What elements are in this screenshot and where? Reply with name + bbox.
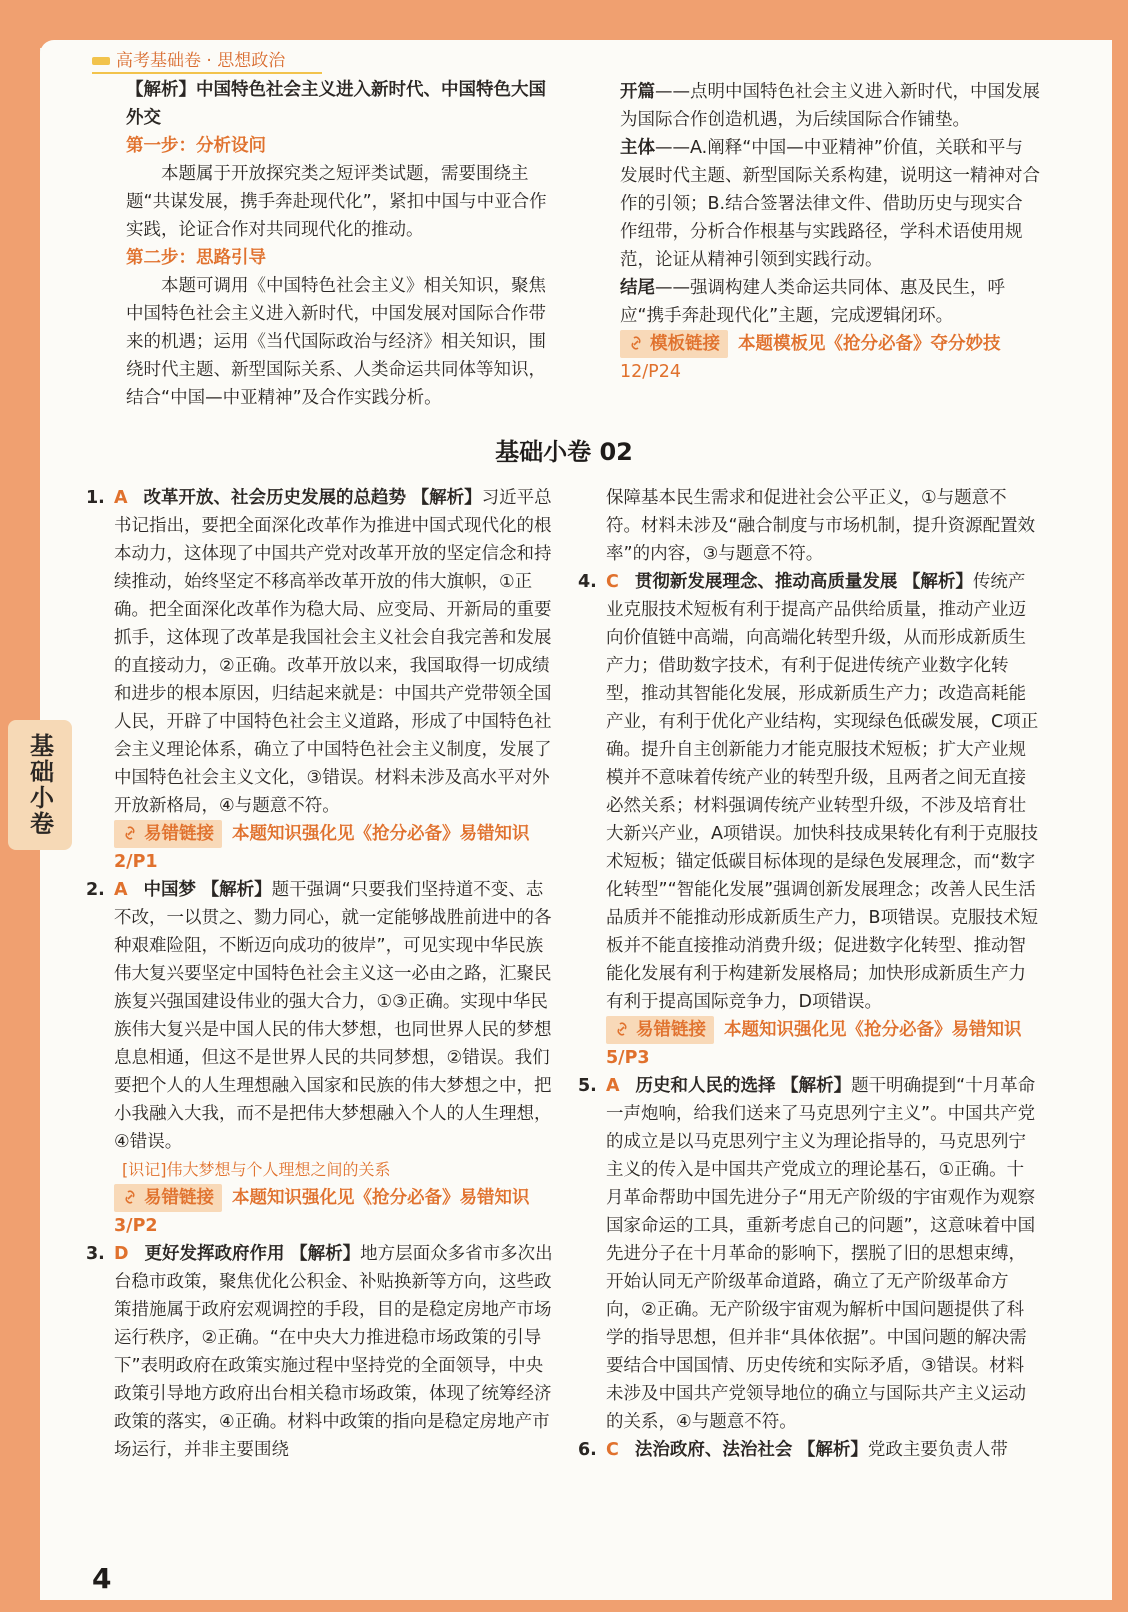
body-label: 主体 bbox=[620, 138, 655, 158]
opening-label: 开篇 bbox=[620, 82, 655, 102]
error-link-label: 易错链接 bbox=[144, 1188, 214, 1208]
memorize-note: [识记]伟大梦想与个人理想之间的关系 bbox=[122, 1160, 391, 1179]
question-analysis: 传统产业克服技术短板有利于提高产品供给质量，推动产业迈向价值链中高端，向高端化转型升级，从而形成新质生产力；借助数字技术，有利于促进传统产业数字化转型，推动其智能化发展，形成新质生产力；改造高耗能产业，有利于优化产业结构，实现绿色低碳发展，C项正确。提升自主创新能力才能克服技术短板；扩大产业规模并不意味着传统产业的转型升级，且两者之间无直接必然关系；材料强调传统产业转型升级，不涉及培育壮大新兴产业，A项错误。加快科技成果转化有利于克服技术短板；锚定低碳目标体现的是绿色发展理念，而“数字化转型”“智能化发展”强调创新发展理念；改善人民生活品质并不能推动形成新质生产力，B项错误。克服技术短板并不能直接推动消费升级；促进数字化转型、推动智能化发展有利于构建新发展格局；加快形成新质生产力有利于提高国际竞争力，D项错误。 bbox=[606, 572, 1039, 1012]
template-link-text: 本题模板见《抢分必备》夺分妙技 bbox=[738, 334, 1001, 354]
answer-letter: D bbox=[114, 1244, 129, 1264]
step-one-text: 本题属于开放探究类之短评类试题，需要围绕主题“共谋发展，携手奔赴现代化”，紧扣中国与中亚合作实践，论证合作对共同现代化的推动。 bbox=[126, 164, 547, 240]
error-link-label: 易错链接 bbox=[636, 1020, 706, 1040]
body-paragraph bbox=[620, 134, 1040, 274]
question-number: 6. bbox=[578, 1440, 597, 1460]
question-number: 5. bbox=[578, 1076, 597, 1096]
question-number: 2. bbox=[86, 880, 105, 900]
template-link-tag bbox=[620, 330, 728, 358]
error-link bbox=[578, 1016, 1040, 1072]
step-two-title: 第二步：思路引导 bbox=[126, 248, 266, 268]
page-number: 4 bbox=[92, 1562, 112, 1595]
opening-paragraph bbox=[620, 78, 1040, 134]
opening-text: ——点明中国特色社会主义进入新时代，中国发展为国际合作创造机遇，为后续国际合作铺垫。 bbox=[620, 82, 1040, 130]
question-4 bbox=[578, 568, 1040, 1016]
answer-letter: C bbox=[606, 1440, 619, 1460]
analysis-tag: 【解析】 bbox=[797, 1440, 868, 1460]
side-tab bbox=[8, 720, 72, 850]
step-two-text: 本题可调用《中国特色社会主义》相关知识，聚焦中国特色社会主义进入新时代，中国发展对国际合作带来的机遇；运用《当代国际政治与经济》相关知识，围绕时代主题、新型国际关系、人类命运共同体等知识，结合“中国—中亚精神”及合作实践分析。 bbox=[126, 276, 546, 408]
answer-letter: A bbox=[606, 1076, 620, 1096]
analysis-tag: 【解析】 bbox=[781, 1076, 852, 1096]
question-number: 3. bbox=[86, 1244, 105, 1264]
top-right-structure bbox=[620, 78, 1040, 386]
page-border-right bbox=[1112, 0, 1128, 1612]
question-analysis: 党政主要负责人带 bbox=[867, 1440, 1008, 1460]
section-title: 基础小卷 02 bbox=[495, 438, 633, 466]
question-analysis: 习近平总书记指出，要把全面深化改革作为推进中国式现代化的根本动力，这体现了中国共产党对改革开放的坚定信念和持续推动，始终坚定不移高举改革开放的伟大旗帜，①正确。把全面深化改革作为稳大局、应变局、开新局的重要抓手，这体现了改革是我国社会主义社会自我完善和发展的直接动力，②正确。改革开放以来，我国取得一切成绩和进步的根本原因，归结起来就是：中国共产党带领全国人民，开辟了中国特色社会主义道路，形成了中国特色社会主义理论体系，确立了中国特色社会主义制度，发展了中国特色社会主义文化，③错误。材料未涉及高水平对外开放新格局，④与题意不符。 bbox=[114, 488, 552, 816]
step-one-title: 第一步：分析设问 bbox=[126, 136, 266, 156]
template-link bbox=[620, 330, 1040, 358]
analysis-tag: 【解析】 bbox=[201, 880, 272, 900]
link-icon bbox=[614, 1021, 630, 1037]
answer-letter: C bbox=[606, 572, 619, 592]
question-analysis: 题干明确提到“十月革命一声炮响，给我们送来了马克思列宁主义”。中国共产党的成立是以马克思列宁主义为理论指导的，马克思列宁主义的传入是中国共产党成立的理论基石，①正确。十月革命帮助中国先进分子“用无产阶级的宇宙观作为观察国家命运的工具，重新考虑自己的问题”，这意味着中国先进分子在十月革命的影响下，摆脱了旧的思想束缚，开始认同无产阶级革命道路，确立了无产阶级革命方向，②正确。无产阶级宇宙观为解析中国问题提供了科学的指导思想，但并非“具体依据”。中国问题的解决需要结合中国国情、历史传统和实际矛盾，③错误。材料未涉及中国共产党领导地位的确立与国际共产主义运动的关系，④与题意不符。 bbox=[606, 1076, 1036, 1432]
question-3 bbox=[86, 1240, 556, 1464]
question-1 bbox=[86, 484, 556, 820]
header-title: 高考基础卷 · 思想政治 bbox=[116, 51, 286, 71]
error-link-label: 易错链接 bbox=[144, 824, 214, 844]
analysis-heading: 【解析】中国特色社会主义进入新时代、中国特色大国外交 bbox=[126, 80, 546, 128]
link-icon bbox=[122, 825, 138, 841]
header-underline bbox=[92, 72, 322, 74]
link-icon bbox=[628, 335, 644, 351]
error-link-text: 本题知识强化见《抢分必备》易错知识 5/P3 bbox=[606, 1020, 1022, 1068]
error-link-tag bbox=[114, 820, 222, 848]
question-2 bbox=[86, 876, 556, 1156]
template-link-label: 模板链接 bbox=[650, 334, 720, 354]
question-number: 1. bbox=[86, 488, 105, 508]
question-5 bbox=[578, 1072, 1040, 1436]
question-3-continued: 保障基本民生需求和促进社会公平正义，①与题意不符。材料未涉及“融合制度与市场机制，提升资源配置效率”的内容，③与题意不符。 bbox=[606, 488, 1036, 564]
analysis-tag: 【解析】 bbox=[290, 1244, 361, 1264]
link-icon bbox=[122, 1189, 138, 1205]
right-column bbox=[578, 484, 1040, 1464]
question-keyword: 历史和人民的选择 bbox=[635, 1076, 776, 1096]
question-analysis: 地方层面众多省市多次出台稳市政策，聚焦优化公积金、补贴换新等方向，这些政策措施属于政府宏观调控的手段，目的是稳定房地产市场运行秩序，②正确。“在中央大力推进稳市场政策的引导下”表明政府在政策实施过程中坚持党的全面领导，中央政策引导地方政府出台相关稳市场政策，体现了统筹经济政策的落实，④正确。材料中政策的指向是稳定房地产市场运行，并非主要围绕 bbox=[114, 1244, 553, 1460]
error-link-text: 本题知识强化见《抢分必备》易错知识 3/P2 bbox=[114, 1188, 530, 1236]
question-keyword: 更好发挥政府作用 bbox=[144, 1244, 285, 1264]
running-header bbox=[92, 46, 285, 71]
body-text: ——A.阐释“中国—中亚精神”价值，关联和平与发展时代主题、新型国际关系构建，说明这一精神对合作的引领；B.结合签署法律文件、借助历史与现实合作纽带，分析合作根基与实践路径，学科术语使用规范，论证从精神引领到实践行动。 bbox=[620, 138, 1040, 270]
question-number: 4. bbox=[578, 572, 597, 592]
ending-text: ——强调构建人类命运共同体、惠及民生，呼应“携手奔赴现代化”主题，完成逻辑闭环。 bbox=[620, 278, 1005, 326]
question-keyword: 法治政府、法治社会 bbox=[634, 1440, 793, 1460]
analysis-tag: 【解析】 bbox=[902, 572, 973, 592]
page-border-bottom bbox=[0, 1600, 1128, 1612]
error-link-tag bbox=[606, 1016, 714, 1044]
error-link bbox=[86, 820, 556, 876]
question-keyword: 中国梦 bbox=[143, 880, 197, 900]
question-analysis: 题干强调“只要我们坚持道不变、志不改，一以贯之、勠力同心，就一定能够战胜前进中的各种艰难险阻，不断迈向成功的彼岸”，可见实现中华民族伟大复兴要坚定中国特色社会主义这一必由之路，汇聚民族复兴强国建设伟业的强大合力，①③正确。实现中华民族伟大复兴是中国人民的伟大梦想，也同世界人民的梦想息息相通，但这不是世界人民的共同梦想，②错误。我们要把个人的人生理想融入国家和民族的伟大梦想之中，把小我融入大我，而不是把伟大梦想融入个人的人生理想，④错误。 bbox=[114, 880, 552, 1152]
ending-paragraph bbox=[620, 274, 1040, 330]
side-tab-label: 基础小卷 bbox=[25, 733, 54, 837]
answer-letter: A bbox=[114, 488, 128, 508]
error-link bbox=[86, 1184, 556, 1240]
error-link-text: 本题知识强化见《抢分必备》易错知识 2/P1 bbox=[114, 824, 530, 872]
question-keyword: 贯彻新发展理念、推动高质量发展 bbox=[634, 572, 898, 592]
question-keyword: 改革开放、社会历史发展的总趋势 bbox=[143, 488, 407, 508]
ending-label: 结尾 bbox=[620, 278, 655, 298]
template-link-page: 12/P24 bbox=[620, 362, 681, 382]
analysis-tag: 【解析】 bbox=[411, 488, 482, 508]
left-column bbox=[86, 484, 556, 1464]
top-left-analysis bbox=[126, 76, 556, 412]
answer-letter: A bbox=[114, 880, 128, 900]
error-link-tag bbox=[114, 1184, 222, 1212]
header-decoration bbox=[92, 57, 110, 65]
question-6 bbox=[578, 1436, 1040, 1464]
